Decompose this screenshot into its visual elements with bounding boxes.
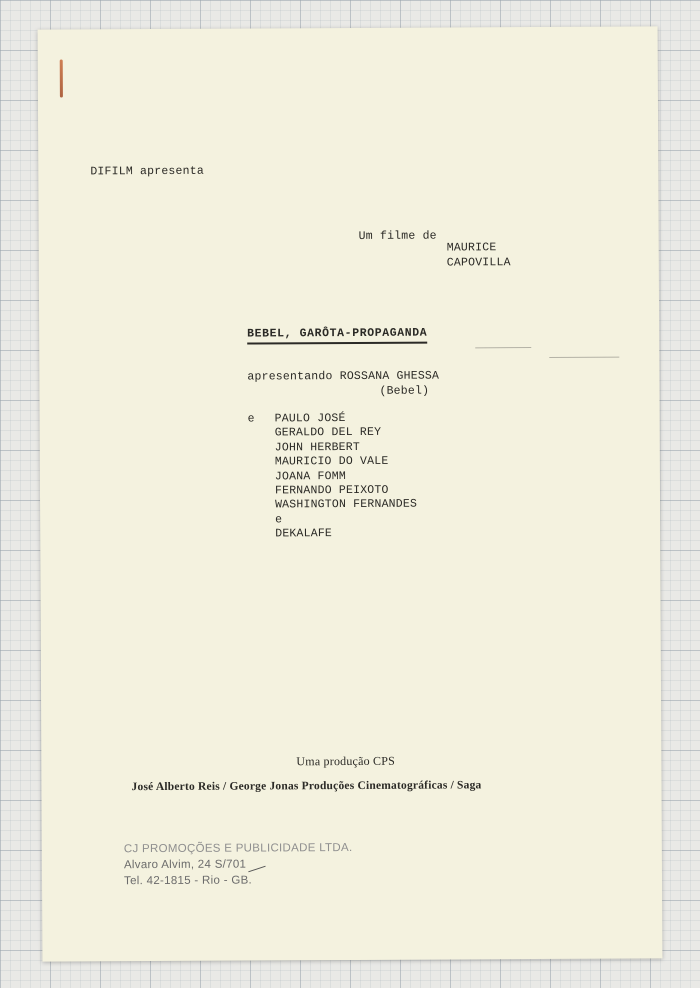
cast-member: JOHN HERBERT bbox=[274, 440, 361, 455]
film-title: BEBEL, GARÔTA-PROPAGANDA bbox=[247, 327, 427, 345]
stamp-company: CJ PROMOÇÕES E PUBLICIDADE LTDA. bbox=[123, 841, 353, 856]
pen-mark bbox=[248, 866, 265, 873]
cast-member: FERNANDO PEIXOTO bbox=[274, 483, 389, 498]
producers-line: José Alberto Reis / George Jonas Produções Cinematográficas / Saga bbox=[131, 779, 482, 794]
stray-mark bbox=[475, 347, 531, 348]
film-by-label: Um filme de bbox=[358, 229, 437, 243]
presenting-line: apresentando ROSSANA GHESSA bbox=[247, 369, 440, 384]
cast-member: JOANA FOMM bbox=[274, 469, 346, 483]
presenter-line: DIFILM apresenta bbox=[90, 164, 204, 179]
presenting-role: (Bebel) bbox=[379, 384, 430, 398]
stray-mark bbox=[549, 357, 619, 358]
production-line: Uma produção CPS bbox=[296, 753, 395, 769]
cast-conjunction: e bbox=[275, 513, 283, 527]
director-first-name: MAURICE bbox=[446, 241, 497, 255]
cast-member: GERALDO DEL REY bbox=[274, 426, 382, 440]
director-last-name: CAPOVILLA bbox=[446, 256, 511, 270]
document-page bbox=[38, 26, 663, 961]
stamp-address: Alvaro Alvim, 24 S/701 bbox=[123, 858, 247, 872]
cast-member: DEKALAFE bbox=[275, 527, 333, 541]
cast-list bbox=[275, 412, 418, 542]
cast-conjunction: e bbox=[247, 412, 255, 426]
stamp-phone: Tel. 42-1815 - Rio - GB. bbox=[123, 874, 253, 888]
cast-member: WASHINGTON FERNANDES bbox=[275, 497, 418, 512]
staple-mark bbox=[60, 59, 63, 97]
cast-member: MAURICIO DO VALE bbox=[274, 454, 389, 469]
cast-member: PAULO JOSÉ bbox=[274, 412, 346, 426]
